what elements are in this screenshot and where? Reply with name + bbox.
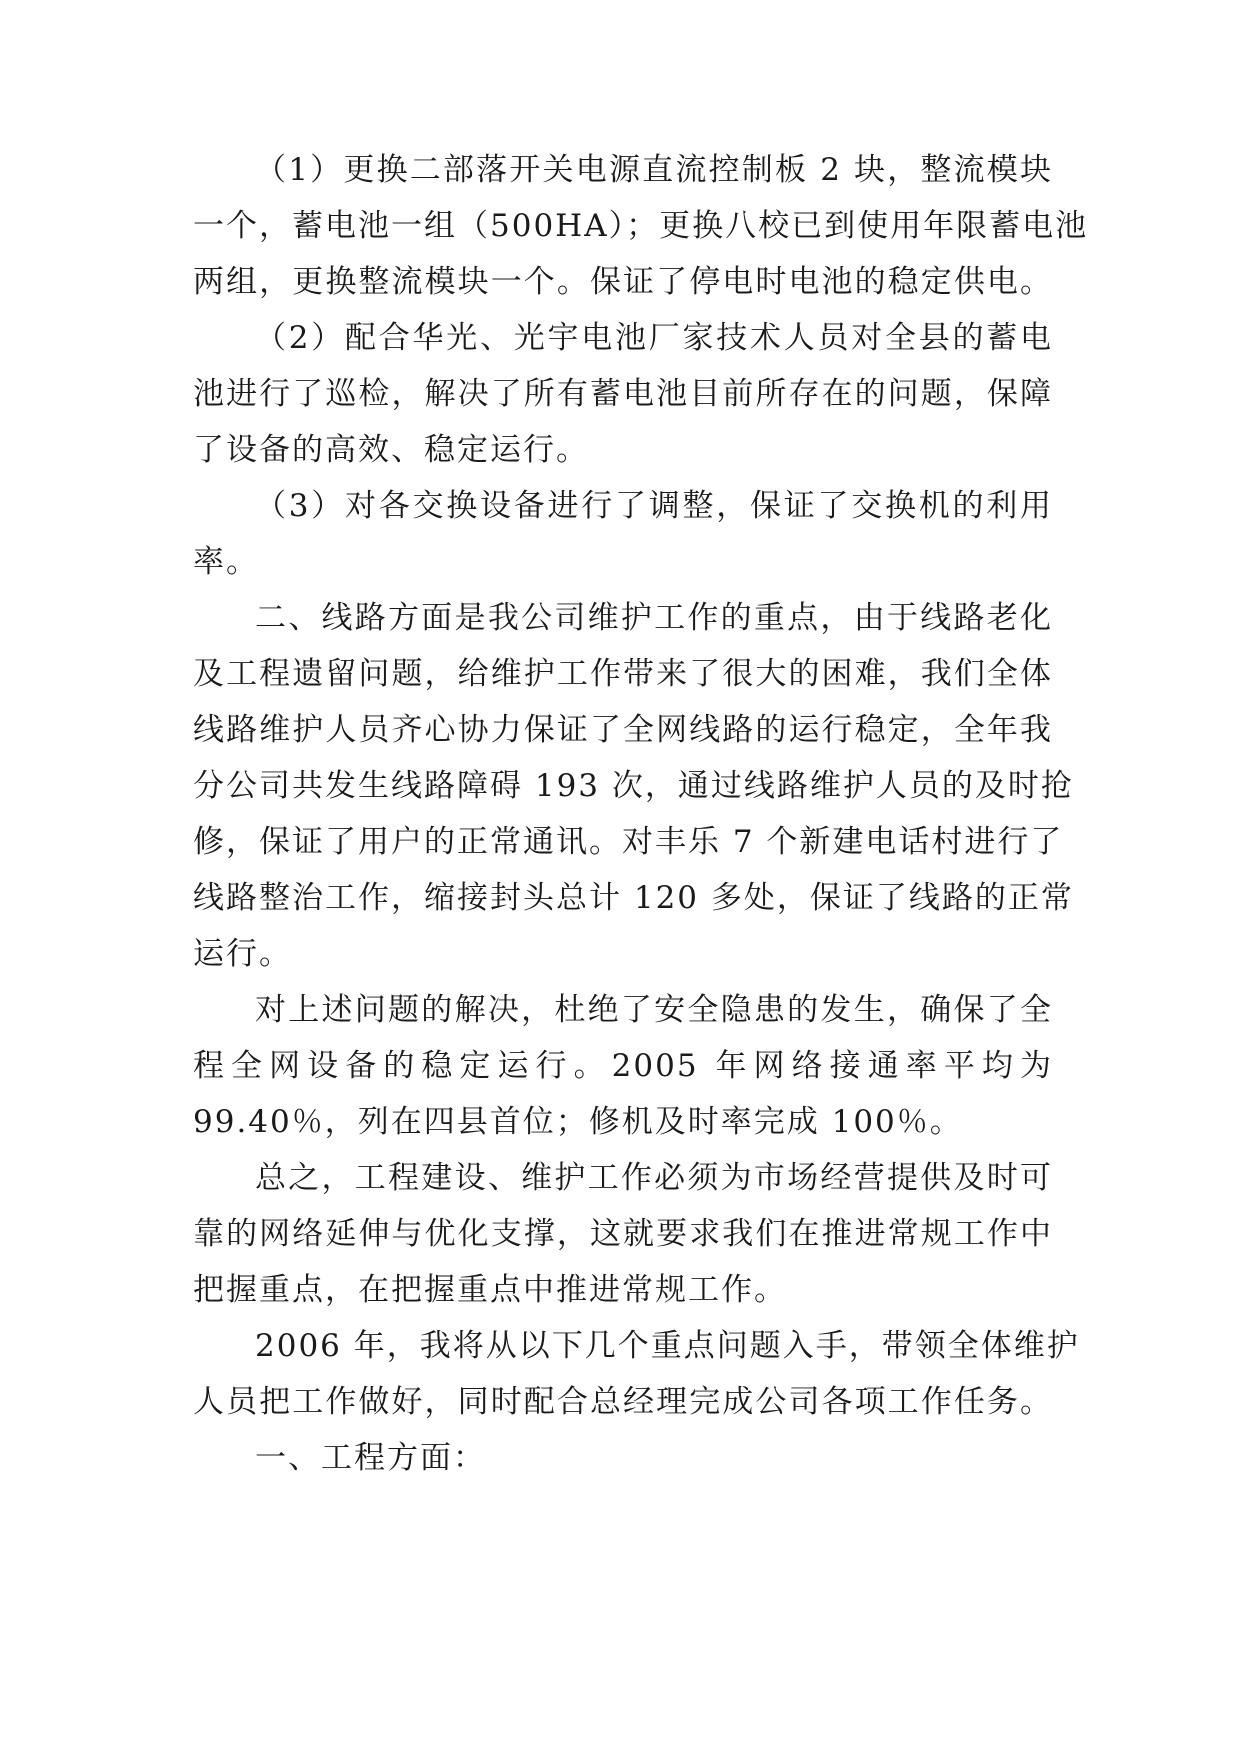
text-line: 一、工程方面： (255, 1440, 486, 1476)
text-line: 程全网设备的稳定运行。2005 年网络接通率平均为 (193, 1048, 1053, 1084)
text-line: （3）对各交换设备进行了调整，保证了交换机的利用 (255, 488, 1053, 524)
text-line: 两组，更换整流模块一个。保证了停电时电池的稳定供电。 (193, 264, 1053, 300)
text-line: 对上述问题的解决，杜绝了安全隐患的发生，确保了全 (255, 992, 1053, 1028)
text-line: 2006 年，我将从以下几个重点问题入手，带领全体维护 (255, 1328, 1080, 1364)
text-line: 分公司共发生线路障碍 193 次，通过线路维护人员的及时抢 (193, 768, 1074, 804)
text-line: 靠的网络延伸与优化支撑，这就要求我们在推进常规工作中 (193, 1216, 1053, 1252)
text-line: 了设备的高效、稳定运行。 (193, 432, 589, 468)
text-line: 运行。 (193, 936, 292, 972)
text-line: 线路维护人员齐心协力保证了全网线路的运行稳定，全年我 (193, 712, 1053, 748)
text-line: 及工程遗留问题，给维护工作带来了很大的困难，我们全体 (193, 656, 1053, 692)
text-line: 一个，蓄电池一组（500HA）；更换八校已到使用年限蓄电池 (193, 208, 1089, 244)
text-line: 修，保证了用户的正常通讯。对丰乐 7 个新建电话村进行了 (193, 824, 1064, 860)
text-line: 人员把工作做好，同时配合总经理完成公司各项工作任务。 (193, 1384, 1053, 1420)
text-line: 率。 (193, 544, 259, 580)
text-line: 二、线路方面是我公司维护工作的重点，由于线路老化 (255, 600, 1053, 636)
text-line: （2）配合华光、光宇电池厂家技术人员对全县的蓄电 (255, 320, 1053, 356)
text-line: （1）更换二部落开关电源直流控制板 2 块，整流模块 (255, 152, 1053, 188)
text-line: 线路整治工作，缩接封头总计 120 多处，保证了线路的正常 (193, 880, 1074, 916)
text-line: 把握重点，在把握重点中推进常规工作。 (193, 1272, 787, 1308)
text-line: 99.40％，列在四县首位；修机及时率完成 100％。 (193, 1104, 963, 1140)
text-line: 池进行了巡检，解决了所有蓄电池目前所存在的问题，保障 (193, 376, 1053, 412)
text-line: 总之，工程建设、维护工作必须为市场经营提供及时可 (255, 1160, 1053, 1196)
